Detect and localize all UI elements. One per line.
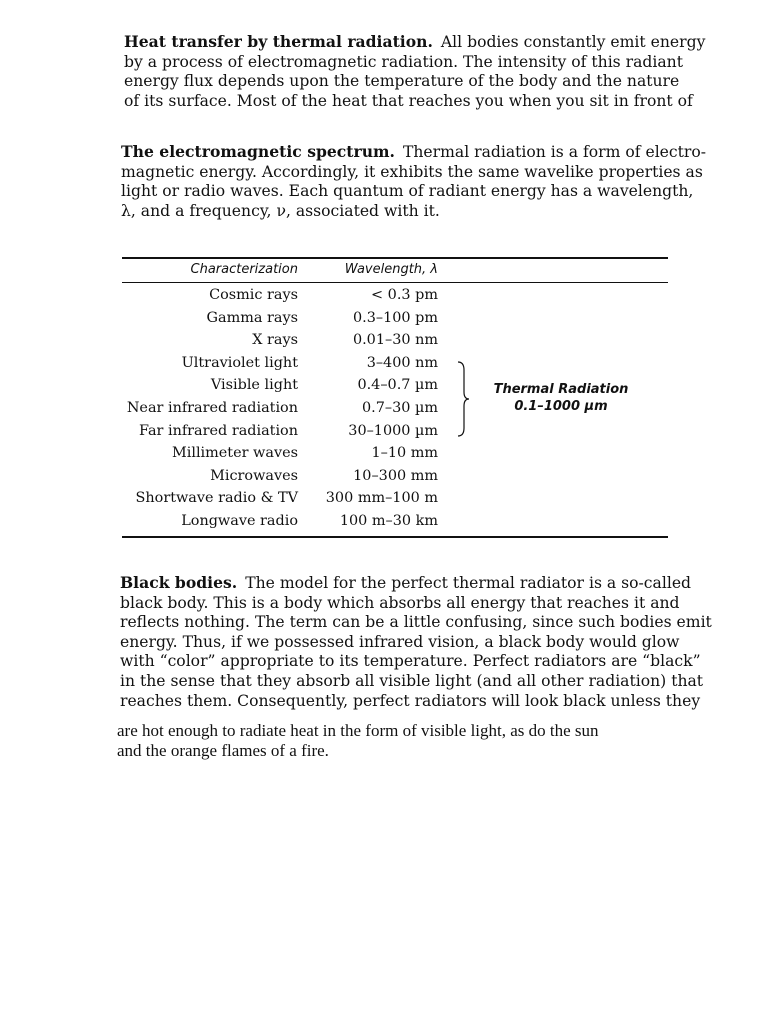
table-bottom-rule	[122, 536, 668, 538]
thermal-brace-icon	[454, 360, 472, 438]
paragraph-line: black body. This is a body which absorbs all energy that reaches it and	[120, 593, 680, 612]
thermal-radiation-label	[486, 381, 636, 415]
table-row	[122, 307, 668, 330]
radiation-type: Microwaves	[210, 467, 298, 484]
radiation-type: Shortwave radio & TV	[135, 490, 298, 507]
table-row	[122, 352, 668, 375]
paragraph-line: by a process of electromagnetic radiation. The intensity of this radiant	[124, 52, 683, 71]
paragraph-line: Thermal radiation is a form of electro-	[402, 143, 707, 161]
radiation-type: Longwave radio	[181, 512, 298, 529]
table-row	[122, 329, 668, 352]
table-row	[122, 487, 668, 510]
radiation-type: Millimeter waves	[172, 445, 298, 462]
paragraph-line: energy flux depends upon the temperature of the body and the nature	[124, 72, 680, 91]
wavelength-range: 0.01–30 nm	[352, 332, 438, 349]
table-row	[122, 420, 668, 443]
radiation-type: Visible light	[210, 377, 298, 394]
radiation-type: Cosmic rays	[209, 287, 298, 303]
paragraph-line: All bodies constantly emit energy	[440, 33, 706, 51]
paragraph-thermal-radiation	[124, 32, 705, 111]
wavelength-range: 300 mm–100 m	[325, 490, 438, 507]
paragraph-electromagnetic-spectrum	[121, 142, 706, 221]
paragraph-line: of its surface. Most of the heat that reaches you when you sit in front of	[124, 91, 693, 110]
wavelength-range: 10–300 mm	[353, 467, 438, 484]
table-row	[122, 442, 668, 465]
radiation-type: Gamma rays	[206, 309, 298, 326]
wavelength-range: 3–400 nm	[366, 354, 438, 371]
paragraph-lead: Black bodies.	[120, 573, 238, 592]
radiation-type: Near infrared radiation	[126, 399, 298, 416]
radiation-type: X rays	[252, 332, 298, 349]
paragraph-line: magnetic energy. Accordingly, it exhibits the same wavelike properties as	[121, 162, 703, 181]
table-row	[122, 510, 668, 533]
wavelength-range: 0.4–0.7 µm	[357, 377, 438, 394]
paragraph-line: are hot enough to radiate heat in the form of visible light, as do the sun	[117, 721, 599, 740]
table-header-wavelength: Wavelength, λ	[344, 262, 438, 277]
table-header-rule	[122, 282, 668, 283]
wavelength-range: < 0.3 pm	[371, 287, 438, 303]
wavelength-range: 0.3–100 pm	[353, 309, 438, 326]
paragraph-line: and the orange flames of a fire.	[117, 741, 329, 760]
paragraph-line: energy. Thus, if we possessed infrared vision, a black body would glow	[120, 632, 680, 651]
table-row	[122, 284, 668, 307]
radiation-type: Ultraviolet light	[181, 354, 298, 371]
wavelength-range: 0.7–30 µm	[362, 399, 438, 416]
paragraph-line: λ, and a frequency, ν, associated with it.	[121, 201, 440, 220]
paragraph-line: light or radio waves. Each quantum of radiant energy has a wavelength,	[121, 182, 694, 201]
paragraph-line: reaches them. Consequently, perfect radiators will look black unless they	[120, 691, 701, 710]
wavelength-range: 1–10 mm	[371, 445, 438, 462]
paragraph-lead: Heat transfer by thermal radiation.	[124, 32, 433, 51]
thermal-range: 0.1–1000 µm	[514, 399, 608, 414]
paragraph-line: reflects nothing. The term can be a little confusing, since such bodies emit	[120, 613, 712, 632]
paragraph-lead: The electromagnetic spectrum.	[121, 142, 395, 161]
table-row	[122, 465, 668, 488]
wavelength-range: 100 m–30 km	[339, 512, 438, 529]
paragraph-black-bodies	[120, 573, 712, 711]
table-top-rule	[122, 257, 668, 259]
paragraph-line: The model for the perfect thermal radiator is a so-called	[245, 574, 692, 592]
wavelength-range: 30–1000 µm	[348, 422, 438, 439]
paragraph-continuation	[117, 721, 599, 761]
table-header-characterization: Characterization	[190, 262, 298, 277]
paragraph-line: with “color” appropriate to its temperature. Perfect radiators are “black”	[120, 652, 701, 671]
thermal-label: Thermal Radiation	[493, 382, 629, 397]
radiation-type: Far infrared radiation	[138, 422, 298, 439]
paragraph-line: in the sense that they absorb all visible light (and all other radiation) that	[120, 671, 704, 690]
